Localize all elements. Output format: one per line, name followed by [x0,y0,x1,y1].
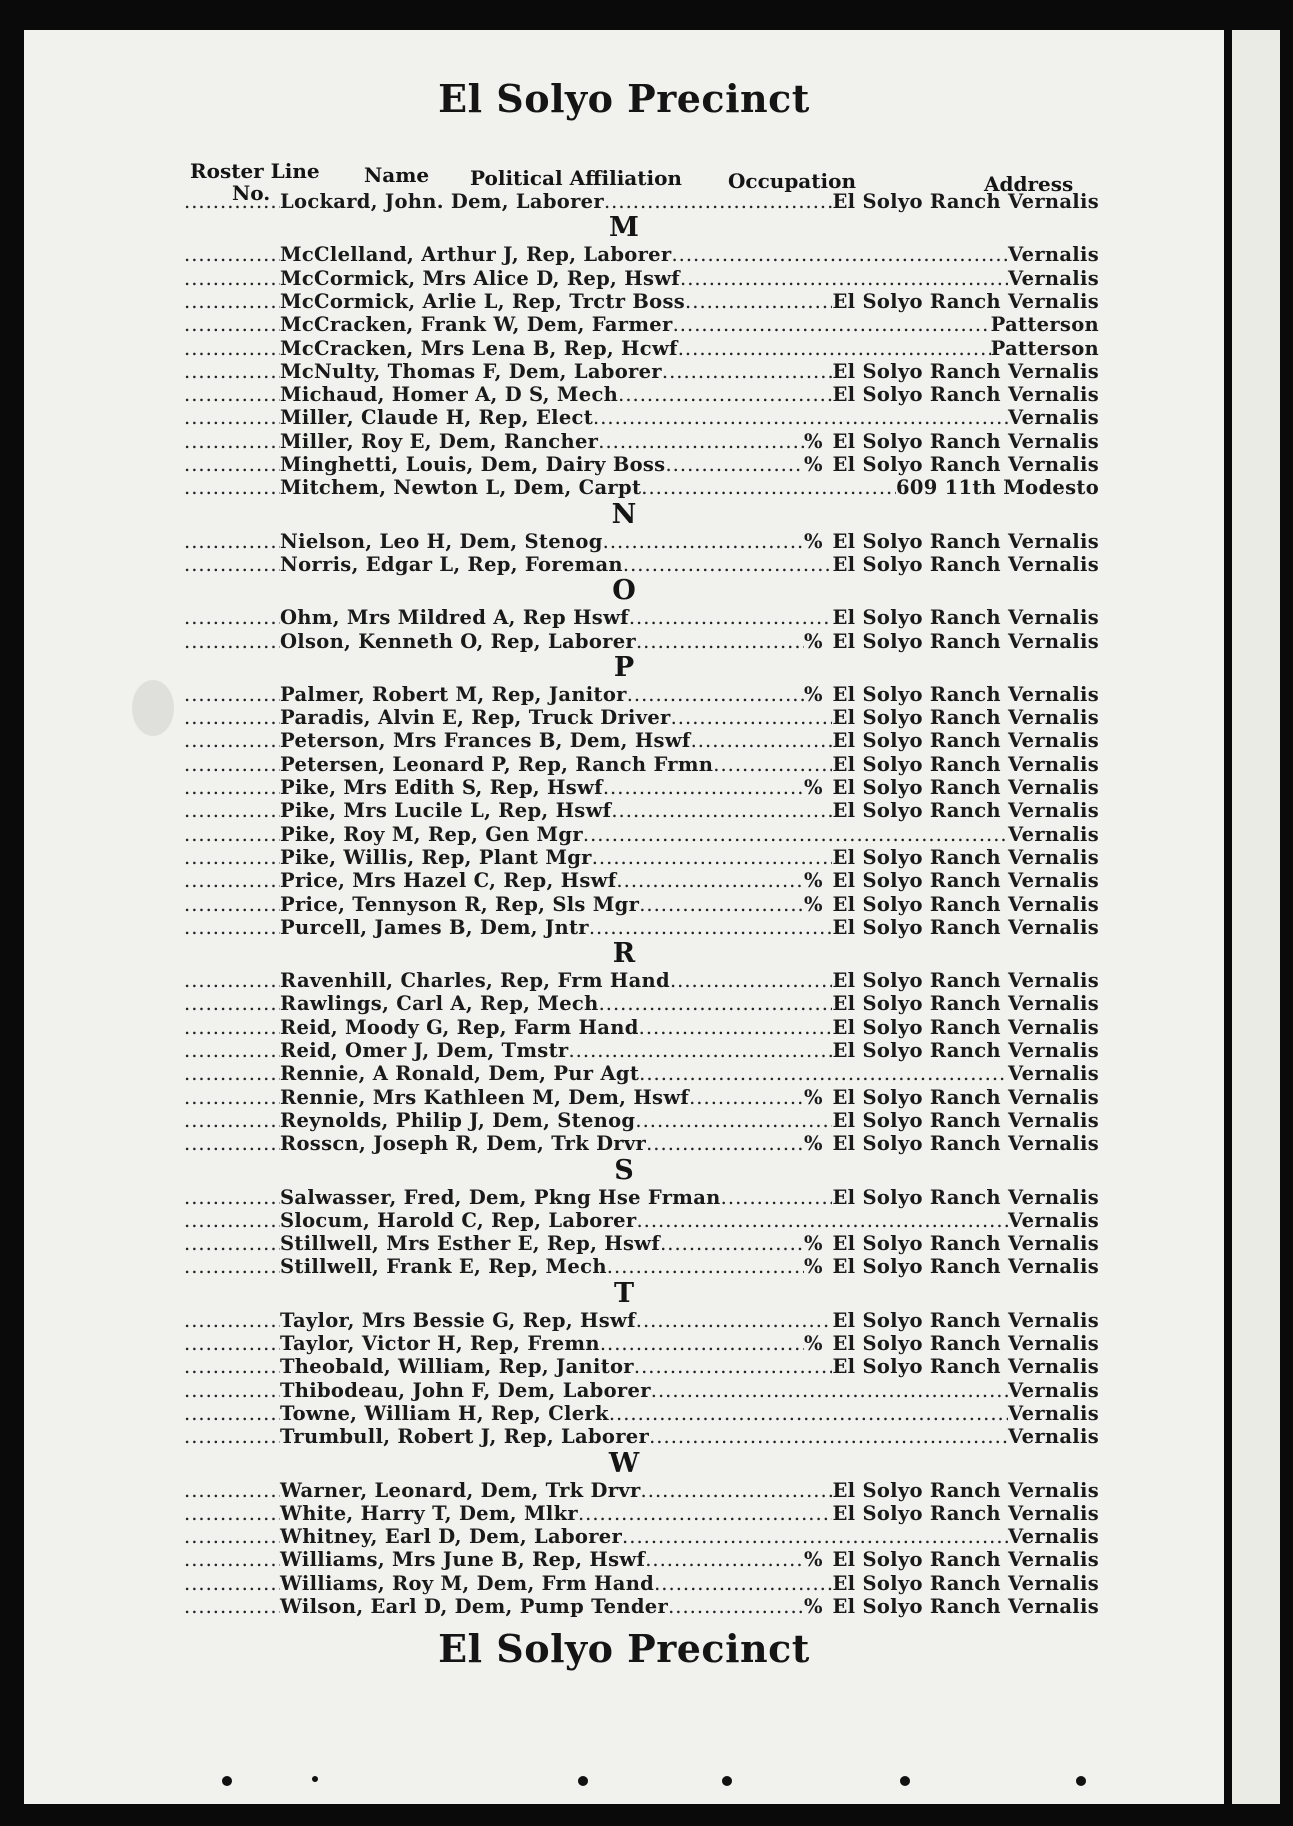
roster-row [184,1232,1099,1255]
dot-leader [592,846,833,869]
roster-line-blank [184,290,280,313]
voter-address: El Solyo Ranch Vernalis [832,289,1099,313]
roster-row [184,1209,1099,1232]
voter-entry: Olson, Kenneth O, Rep, Laborer [280,629,636,653]
page-title: El Solyo Precinct [438,76,810,121]
header-address: Address [984,172,1074,196]
roster-row [184,1572,1099,1595]
voter-address: El Solyo Ranch Vernalis [832,1548,1099,1572]
roster-row [184,916,1099,939]
roster-line-blank [184,846,280,869]
dot-leader [636,1209,1008,1232]
voter-address: El Solyo Ranch Vernalis [832,969,1099,993]
voter-entry: Williams, Roy M, Dem, Frm Hand [280,1571,655,1595]
voter-address: El Solyo Ranch Vernalis [832,1108,1099,1132]
voter-address: El Solyo Ranch Vernalis [832,1255,1099,1279]
dot-leader [603,530,804,553]
header-roster: Roster Line [190,159,320,183]
header-no: No. [232,181,271,205]
voter-address: El Solyo Ranch Vernalis [832,1355,1099,1379]
dot-leader [611,799,832,822]
care-of-mark: % [803,453,823,476]
voter-address: El Solyo Ranch Vernalis [832,1232,1099,1256]
care-of-mark: % [803,1232,823,1256]
dot-leader [678,337,991,360]
voter-entry: Taylor, Mrs Bessie G, Rep, Hswf [280,1308,636,1332]
voter-entry: Reid, Omer J, Dem, Tmstr [280,1039,569,1062]
roster-line-blank [184,1086,280,1109]
roster-line-blank [184,243,280,266]
voter-entry: Pike, Mrs Lucile L, Rep, Hswf [280,799,612,823]
voter-address: El Solyo Ranch Vernalis [832,453,1099,476]
roster-row [184,1039,1099,1062]
voter-address: El Solyo Ranch Vernalis [832,992,1099,1016]
section-letter-s: S [614,1154,634,1186]
voter-entry: Stillwell, Mrs Esther E, Rep, Hswf [280,1232,661,1256]
roster-line-blank [184,1479,280,1502]
roster-line-blank [184,893,280,916]
roster-line-blank [184,1232,280,1255]
dot-leader [689,1086,804,1109]
voter-entry: Wilson, Earl D, Dem, Pump Tender [280,1595,669,1618]
voter-address: Vernalis [1007,1425,1099,1449]
roster-line-blank [184,1548,280,1571]
dot-leader [629,606,833,629]
roster-line-blank [184,1209,280,1232]
roster-row [184,1379,1099,1402]
roster-line-blank [184,313,280,336]
roster-row [184,243,1099,266]
roster-row [184,1595,1099,1618]
voter-address: El Solyo Ranch Vernalis [832,529,1099,553]
roster-line-blank [184,799,280,822]
dot-leader [618,383,832,406]
roster-line-blank [184,1402,280,1425]
roster-row [184,190,1099,213]
roster-line-blank [184,823,280,846]
roster-row [184,406,1099,429]
dot-leader [645,1548,804,1571]
voter-entry: Michaud, Homer A, D S, Mech [280,383,619,407]
roster-row [184,476,1099,499]
voter-address: Patterson [990,336,1099,360]
voter-entry: Price, Tennyson R, Rep, Sls Mgr [280,892,640,916]
voter-entry: McCracken, Mrs Lena B, Rep, Hcwf [280,336,678,360]
voter-address: El Solyo Ranch Vernalis [832,552,1099,576]
voter-address: El Solyo Ranch Vernalis [832,383,1099,407]
voter-entry: McNulty, Thomas F, Dem, Laborer [280,359,662,383]
voter-entry: McCormick, Mrs Alice D, Rep, Hswf [280,266,680,290]
roster-line-blank [184,1309,280,1332]
roster-line-blank [184,1425,280,1448]
roster-line-blank [184,1062,280,1085]
care-of-mark: % [803,529,823,553]
dot-leader [589,916,833,939]
voter-entry: Pike, Willis, Rep, Plant Mgr [280,845,592,869]
care-of-mark: % [803,1595,823,1618]
voter-entry: Price, Mrs Hazel C, Rep, Hswf [280,869,617,893]
dot-leader [622,1525,1008,1548]
roster-line-blank [184,337,280,360]
voter-address: Vernalis [1007,822,1099,846]
voter-entry: Trumbull, Robert J, Rep, Laborer [280,1425,650,1449]
voter-address: El Solyo Ranch Vernalis [832,1039,1099,1062]
roster-row [184,383,1099,406]
voter-entry: Warner, Leonard, Dem, Trk Drvr [280,1478,641,1502]
roster-row [184,1109,1099,1132]
dot-leader [604,190,833,213]
roster-row [184,606,1099,629]
voter-entry: McClelland, Arthur J, Rep, Laborer [280,243,672,267]
voter-entry: Lockard, John. Dem, Laborer [280,190,604,213]
roster-row [184,1479,1099,1502]
roster-line-blank [184,869,280,892]
roster-row [184,799,1099,822]
roster-row [184,1332,1099,1355]
voter-entry: Rennie, Mrs Kathleen M, Dem, Hswf [280,1085,690,1109]
roster-line-blank [184,476,280,499]
roster-line-blank [184,630,280,653]
roster-row [184,776,1099,799]
voter-entry: McCormick, Arlie L, Rep, Trctr Boss [280,289,686,313]
roster-line-blank [184,969,280,992]
header-affiliation: Political Affiliation [470,166,682,190]
dot-leader [623,553,833,576]
roster-line-blank [184,706,280,729]
dot-leader [685,290,832,313]
dot-leader [641,1479,833,1502]
dot-leader [670,969,833,992]
roster-line-blank [184,1132,280,1155]
roster-line-blank [184,1039,280,1062]
voter-address: El Solyo Ranch Vernalis [832,1132,1099,1156]
section-letter-r: R [612,938,636,970]
roster-line-blank [184,530,280,553]
dot-leader [671,243,1008,266]
voter-entry: Salwasser, Fred, Dem, Pkng Hse Frman [280,1185,721,1209]
voter-address: El Solyo Ranch Vernalis [832,190,1099,213]
roster-row [184,313,1099,336]
roster-line-blank [184,729,280,752]
section-letter-w: W [608,1447,640,1479]
care-of-mark: % [803,429,823,453]
dot-leader [668,1595,804,1618]
roster-row [184,430,1099,453]
dot-leader [616,869,804,892]
voter-address: El Solyo Ranch Vernalis [832,776,1099,799]
roster-row [184,337,1099,360]
voter-entry: Towne, William H, Rep, Clerk [280,1401,609,1425]
voter-address: El Solyo Ranch Vernalis [832,429,1099,453]
voter-address: El Solyo Ranch Vernalis [832,729,1099,753]
roster-line-blank [184,360,280,383]
dot-leader [651,1379,1008,1402]
voter-entry: Rennie, A Ronald, Dem, Pur Agt [280,1062,640,1086]
document-page [24,30,1224,1804]
roster-line-blank [184,406,280,429]
care-of-mark: % [803,1132,823,1156]
dot-leader [673,313,991,336]
roster-row [184,453,1099,476]
dot-leader [607,1255,804,1278]
voter-address: El Solyo Ranch Vernalis [832,892,1099,916]
voter-address: Vernalis [1007,1525,1099,1549]
section-letter-m: M [609,212,639,244]
dot-leader [598,430,804,453]
voter-address: El Solyo Ranch Vernalis [832,752,1099,776]
voter-address: Vernalis [1007,406,1099,430]
roster-line-blank [184,606,280,629]
voter-entry: Ohm, Mrs Mildred A, Rep Hswf [280,606,629,630]
dot-leader [627,683,804,706]
roster-row [184,969,1099,992]
roster-row [184,1132,1099,1155]
roster-line-blank [184,1109,280,1132]
voter-entry: Pike, Mrs Edith S, Rep, Hswf [280,776,603,799]
roster-line-blank [184,683,280,706]
dot-leader [636,630,804,653]
roster-row [184,893,1099,916]
voter-address: El Solyo Ranch Vernalis [832,1478,1099,1502]
dot-leader [665,453,803,476]
dot-leader [578,1502,833,1525]
roster-row [184,1402,1099,1425]
roster-row [184,992,1099,1015]
roster-line-blank [184,1595,280,1618]
roster-row [184,1355,1099,1378]
roster-line-blank [184,1379,280,1402]
dot-leader [671,706,833,729]
voter-address: Vernalis [1007,1401,1099,1425]
roster-line-blank [184,430,280,453]
dot-leader [609,1402,1008,1425]
roster-line-blank [184,383,280,406]
voter-entry: Rosscn, Joseph R, Dem, Trk Drvr [280,1132,647,1156]
voter-entry: Miller, Roy E, Dem, Rancher [280,429,599,453]
voter-address: El Solyo Ranch Vernalis [832,1185,1099,1209]
voter-entry: Paradis, Alvin E, Rep, Truck Driver [280,706,671,730]
roster-line-blank [184,1186,280,1209]
roster-row [184,1502,1099,1525]
dot-leader [654,1572,832,1595]
dot-leader [603,776,804,799]
roster-line-blank [184,1525,280,1548]
dot-leader [639,1016,833,1039]
dot-leader [649,1425,1008,1448]
roster-line-blank [184,267,280,290]
roster-row [184,1309,1099,1332]
voter-address: El Solyo Ranch Vernalis [832,1595,1099,1618]
voter-entry: Miller, Claude H, Rep, Elect [280,406,594,430]
dot-leader [639,893,804,916]
roster-line-blank [184,1332,280,1355]
roster-row [184,360,1099,383]
voter-entry: Williams, Mrs June B, Rep, Hswf [280,1548,646,1572]
care-of-mark: % [803,892,823,916]
roster-row [184,1186,1099,1209]
header-occupation: Occupation [728,169,856,193]
voter-address: Vernalis [1007,266,1099,290]
voter-entry: White, Harry T, Dem, Mlkr [280,1501,578,1525]
care-of-mark: % [803,869,823,893]
section-letter-t: T [613,1277,635,1309]
section-letter-n: N [611,498,637,530]
adjacent-page-edge [1232,30,1280,1804]
dot-leader [639,1062,1008,1085]
voter-address: El Solyo Ranch Vernalis [832,606,1099,630]
voter-entry: Palmer, Robert M, Rep, Janitor [280,682,627,706]
dot-leader [646,1132,804,1155]
voter-entry: Theobald, William, Rep, Janitor [280,1355,634,1379]
footer-title: El Solyo Precinct [438,1626,810,1671]
roster-row [184,846,1099,869]
roster-row [184,729,1099,752]
care-of-mark: % [803,1255,823,1279]
voter-address: El Solyo Ranch Vernalis [832,1015,1099,1039]
dot-leader [721,1186,833,1209]
roster-row [184,553,1099,576]
voter-address: El Solyo Ranch Vernalis [832,1571,1099,1595]
roster-row [184,630,1099,653]
roster-line-blank [184,753,280,776]
voter-address: 609 11th Modesto [895,476,1099,500]
roster-row [184,1548,1099,1571]
roster-row [184,1525,1099,1548]
dot-leader [568,1039,832,1062]
voter-entry: Thibodeau, John F, Dem, Laborer [280,1378,651,1402]
roster-row [184,753,1099,776]
voter-entry: Norris, Edgar L, Rep, Foreman [280,552,623,576]
voter-entry: Slocum, Harold C, Rep, Laborer [280,1208,637,1232]
roster-line-blank [184,1502,280,1525]
header-name: Name [364,163,430,187]
voter-address: El Solyo Ranch Vernalis [832,1501,1099,1525]
roster-row [184,1086,1099,1109]
section-letter-p: P [613,651,635,683]
roster-row [184,706,1099,729]
roster-row [184,869,1099,892]
voter-address: Vernalis [1007,1062,1099,1086]
voter-address: El Solyo Ranch Vernalis [832,799,1099,823]
voter-entry: Stillwell, Frank E, Rep, Mech [280,1255,607,1279]
voter-entry: Rawlings, Carl A, Rep, Mech [280,992,599,1016]
roster-line-blank [184,916,280,939]
dot-leader [691,729,833,752]
dot-leader [593,406,1008,429]
roster-row [184,823,1099,846]
voter-entry: Reid, Moody G, Rep, Farm Hand [280,1015,639,1039]
roster-line-blank [184,776,280,799]
roster-line-blank [184,1572,280,1595]
dot-leader [636,1309,833,1332]
voter-roster-list [24,30,1224,1804]
voter-address: Vernalis [1007,1378,1099,1402]
voter-entry: Petersen, Leonard P, Rep, Ranch Frmn [280,752,714,776]
voter-address: El Solyo Ranch Vernalis [832,1085,1099,1109]
care-of-mark: % [803,1332,823,1355]
voter-address: El Solyo Ranch Vernalis [832,629,1099,653]
section-letter-o: O [612,575,636,607]
voter-entry: Whitney, Earl D, Dem, Laborer [280,1525,623,1549]
voter-entry: Reynolds, Philip J, Dem, Stenog [280,1108,636,1132]
dot-leader [713,753,832,776]
voter-entry: McCracken, Frank W, Dem, Farmer [280,313,673,337]
dot-leader [680,267,1008,290]
scan-edge-marks [24,1772,1224,1792]
dot-leader [583,823,1008,846]
roster-row [184,1255,1099,1278]
roster-line-blank [184,1355,280,1378]
care-of-mark: % [803,1085,823,1109]
dot-leader [599,992,833,1015]
dot-leader [660,1232,804,1255]
roster-line-blank [184,553,280,576]
care-of-mark: % [803,1548,823,1572]
dot-leader [641,476,896,499]
care-of-mark: % [803,776,823,799]
roster-row [184,1062,1099,1085]
voter-address: El Solyo Ranch Vernalis [832,706,1099,730]
dot-leader [635,1109,832,1132]
voter-entry: Nielson, Leo H, Dem, Stenog [280,529,603,553]
voter-entry: Ravenhill, Charles, Rep, Frm Hand [280,969,670,993]
voter-entry: Taylor, Victor H, Rep, Fremn [280,1332,600,1355]
care-of-mark: % [803,629,823,653]
voter-entry: Mitchem, Newton L, Dem, Carpt [280,476,642,500]
voter-address: El Solyo Ranch Vernalis [832,1308,1099,1332]
voter-address: El Solyo Ranch Vernalis [832,915,1099,939]
care-of-mark: % [803,682,823,706]
roster-line-blank [184,453,280,476]
roster-row [184,530,1099,553]
voter-address: El Solyo Ranch Vernalis [832,869,1099,893]
roster-line-blank [184,1016,280,1039]
roster-row [184,290,1099,313]
voter-address: Vernalis [1007,1208,1099,1232]
voter-address: El Solyo Ranch Vernalis [832,845,1099,869]
voter-address: Vernalis [1007,243,1099,267]
voter-entry: Minghetti, Louis, Dem, Dairy Boss [280,453,666,476]
dot-leader [634,1355,833,1378]
roster-line-blank [184,992,280,1015]
voter-entry: Purcell, James B, Dem, Jntr [280,915,589,939]
roster-row [184,683,1099,706]
voter-address: Patterson [990,313,1099,337]
voter-address: El Solyo Ranch Vernalis [832,682,1099,706]
dot-leader [600,1332,804,1355]
roster-row [184,267,1099,290]
voter-address: El Solyo Ranch Vernalis [832,359,1099,383]
roster-line-blank [184,190,280,213]
voter-entry: Peterson, Mrs Frances B, Dem, Hswf [280,729,691,753]
dot-leader [662,360,833,383]
voter-entry: Pike, Roy M, Rep, Gen Mgr [280,822,583,846]
voter-address: El Solyo Ranch Vernalis [832,1332,1099,1355]
roster-line-blank [184,1255,280,1278]
roster-row [184,1016,1099,1039]
roster-row [184,1425,1099,1448]
